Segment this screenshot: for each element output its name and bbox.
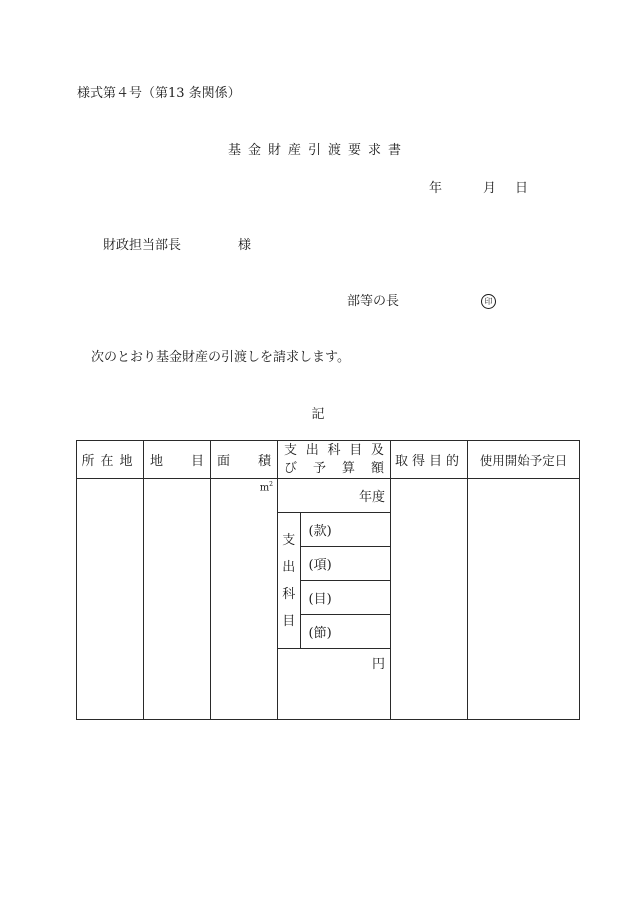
hdr-char: 目	[349, 442, 363, 458]
vert-char: 出	[282, 559, 296, 575]
hdr-char: 科	[327, 442, 341, 458]
date-month-label: 月	[483, 181, 497, 196]
date-line	[429, 177, 528, 196]
header-area-2: 積	[257, 454, 271, 469]
header-area	[211, 441, 278, 479]
header-budget-line2	[284, 460, 384, 478]
form-number: 様式第４号（第13 条関係）	[77, 86, 241, 101]
sender	[347, 290, 496, 309]
hdr-char: 支	[284, 442, 298, 458]
expense-item-setsu[interactable]: (節)	[300, 615, 390, 649]
vert-char: 目	[282, 613, 296, 629]
vert-char: 支	[282, 532, 296, 548]
addressee-title: 財政担当部長	[103, 238, 182, 253]
hdr-char: 算	[341, 460, 355, 476]
hdr-char: 予	[312, 460, 326, 476]
document-title: 基金財産引渡要求書	[227, 143, 408, 158]
expense-item-moku[interactable]: (目)	[300, 581, 390, 615]
date-day-label: 日	[515, 181, 529, 196]
header-budget-line1	[284, 442, 384, 460]
hdr-char: 出	[305, 442, 319, 458]
land-category-cell[interactable]	[144, 479, 211, 720]
seal-icon: 印	[481, 294, 496, 309]
header-land-category	[144, 441, 211, 479]
header-start-date: 使用開始予定日	[468, 441, 580, 479]
header-area-1: 面	[217, 454, 231, 469]
header-land-category-1: 地	[150, 454, 164, 469]
purpose-cell[interactable]	[391, 479, 468, 720]
expense-item-kan[interactable]: (款)	[300, 513, 390, 547]
hdr-char: 額	[370, 460, 384, 476]
header-location: 所在地	[77, 441, 144, 479]
area-cell[interactable]	[211, 479, 278, 720]
budget-subtable	[278, 479, 390, 719]
expense-item-kou[interactable]: (項)	[300, 547, 390, 581]
addressee-honorific: 様	[238, 238, 252, 253]
fiscal-year-cell[interactable]: 年度	[278, 479, 390, 513]
header-budget	[278, 441, 391, 479]
start-date-cell[interactable]	[468, 479, 580, 720]
request-statement: 次のとおり基金財産の引渡しを請求します。	[91, 350, 350, 365]
header-land-category-2: 目	[190, 454, 204, 469]
vert-char: 科	[282, 586, 296, 602]
table-body-row	[77, 479, 580, 720]
addressee	[103, 234, 251, 253]
header-purpose: 取得目的	[391, 441, 468, 479]
area-unit: $m^2$	[259, 481, 273, 494]
ki-label: 記	[311, 407, 325, 422]
budget-cell	[278, 479, 391, 720]
table-header-row	[77, 441, 580, 479]
expense-vertical-label	[278, 513, 300, 649]
sender-title: 部等の長	[347, 294, 400, 309]
hdr-char: 及	[370, 442, 384, 458]
budget-amount-cell[interactable]: 円	[278, 649, 390, 720]
hdr-char: び	[284, 460, 298, 476]
date-year-label: 年	[429, 181, 443, 196]
location-cell[interactable]	[77, 479, 144, 720]
request-table	[76, 440, 580, 720]
